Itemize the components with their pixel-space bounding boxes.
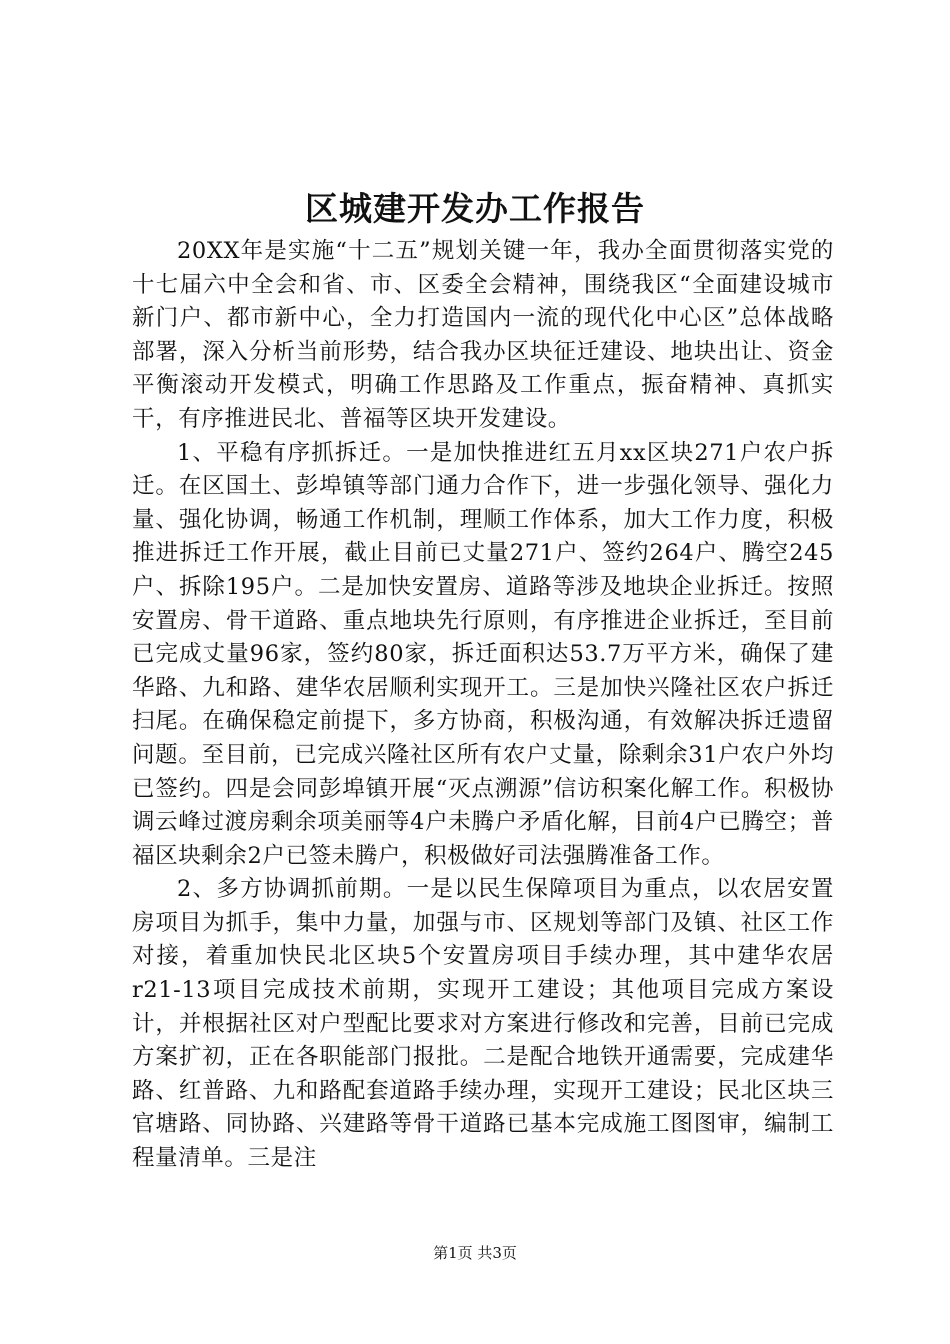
page-footer: 第1页 共3页 [433, 1244, 517, 1262]
paragraph-intro: 20XX年是实施“十二五”规划关键一年，我办全面贯彻落实党的十七届六中全会和省、市、区委全会精神，围绕我区“全面建设城市新门户、都市新中心，全力打造国内一流的现代化中心区”总体战略部署，深入分析当前形势，结合我办区块征迁建设、地块出让、资金平衡滚动开发模式，明确工作思路及工作重点，振奋精神、真抓实干，有序推进民北、普福等区块开发建设。 [132, 238, 834, 432]
document-body [132, 235, 834, 1176]
paragraph-preliminary: 2、多方协调抓前期。一是以民生保障项目为重点，以农居安置房项目为抓手，集中力量，加强与市、区规划等部门及镇、社区工作对接，着重加快民北区块5个安置房项目手续办理，其中建华农居r21-13项目完成技术前期，实现开工建设；其他项目完成方案设计，并根据社区对户型配比要求对方案进行修改和完善，目前已完成方案扩初，正在各职能部门报批。二是配合地铁开通需要，完成建华路、红普路、九和路配套道路手续办理，实现开工建设；民北区块三官塘路、同协路、兴建路等骨干道路已基本完成施工图图审，编制工程量清单。三是注 [132, 876, 834, 1172]
document-title: 区城建开发办工作报告 [305, 189, 645, 228]
paragraph-demolition: 1、平稳有序抓拆迁。一是加快推进红五月xx区块271户农户拆迁。在区国土、彭埠镇等部门通力合作下，进一步强化领导、强化力量、强化协调，畅通工作机制，理顺工作体系，加大工作力度，积极推进拆迁工作开展，截止目前已丈量271户、签约264户、腾空245户、拆除195户。二是加快安置房、道路等涉及地块企业拆迁。按照安置房、骨干道路、重点地块先行原则，有序推进企业拆迁，至目前已完成丈量96家，签约80家，拆迁面积达53.7万平方米，确保了建华路、九和路、建华农居顺利实现开工。三是加快兴隆社区农户拆迁扫尾。在确保稳定前提下，多方协商，积极沟通，有效解决拆迁遗留问题。至目前，已完成兴隆社区所有农户丈量，除剩余31户农户外均已签约。四是会同彭埠镇开展“灭点溯源”信访积案化解工作。积极协调云峰过渡房剩余项美丽等4户未腾户矛盾化解，目前4户已腾空；普福区块剩余2户已签未腾户，积极做好司法强腾准备工作。 [132, 439, 834, 869]
